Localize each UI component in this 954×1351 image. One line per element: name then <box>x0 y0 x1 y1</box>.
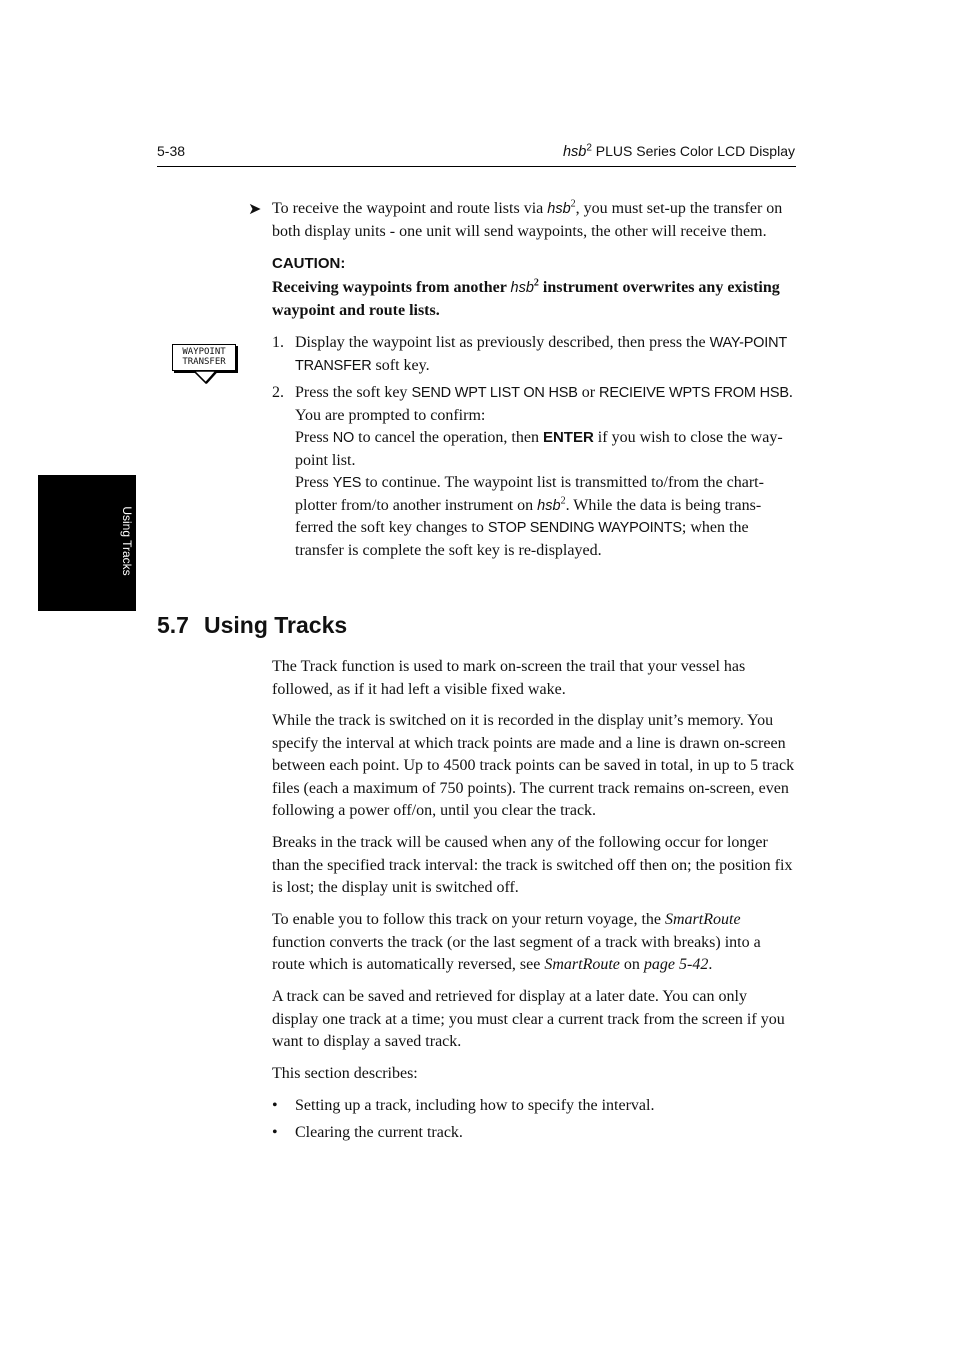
section-number: 5.7 <box>157 612 189 638</box>
waypoint-transfer-softkey-icon <box>172 344 236 371</box>
softkey-line-2: TRANSFER <box>182 357 226 367</box>
softkey-name: SEND WPT LIST ON HSB <box>411 385 578 401</box>
brand-superscript: 2 <box>570 198 576 210</box>
body-paragraph <box>272 909 797 977</box>
step-text: Display the waypoint list as previously described, then press the <box>295 334 710 351</box>
steps-list <box>272 332 797 567</box>
body-paragraph <box>272 1063 797 1086</box>
header-rule <box>157 166 796 167</box>
caution-title: CAUTION: <box>272 255 346 272</box>
caution-text-1: Receiving waypoints from another <box>272 279 511 296</box>
body-paragraph <box>272 710 797 823</box>
section-heading <box>157 612 347 639</box>
smartroute-term: SmartRoute <box>665 911 741 928</box>
body-paragraph <box>272 832 797 900</box>
step-text: Press <box>295 429 333 446</box>
paragraph-text: A track can be saved and retrieved for display at a later date. You can only display one track at a time; you must clear a current track from the screen if you want to display a saved track. <box>272 988 785 1050</box>
brand-hsb: hsb <box>562 144 587 160</box>
bullet-dot: • <box>272 1124 278 1141</box>
body-paragraph <box>272 656 797 701</box>
list-item <box>272 1122 797 1145</box>
arrow-bullet-icon: ➤ <box>248 201 262 218</box>
softkey-name: WAY-POINT TRANSFER <box>295 335 787 374</box>
step-text: if you wish to close the way-point list. <box>295 429 783 469</box>
intro-paragraph <box>272 198 797 243</box>
brand-hsb: hsb <box>547 201 571 217</box>
list-item <box>272 1095 797 1118</box>
step-text: Press the soft key <box>295 384 412 401</box>
paragraph-text: To enable you to follow this track on your return voyage, the <box>272 911 665 928</box>
paragraph-text: While the track is switched on it is recorded in the display unit’s memory. You specify the interval at which track points are made and a line is drawn on-screen between each point. Up to 4500 track points can be saved in total, in up to 5 track files (each a maximum of 750 points). The current track remains on-screen, even following a power off/on, until you clear the track. <box>272 712 795 819</box>
list-item-text: Setting up a track, including how to specify the interval. <box>295 1097 655 1114</box>
bullet-list <box>272 1095 797 1149</box>
brand-hsb: hsb <box>510 280 534 296</box>
step-yes-option <box>295 472 797 562</box>
paragraph-text: This section describes: <box>272 1065 418 1082</box>
step-item <box>272 332 797 377</box>
brand-hsb: hsb <box>537 497 561 514</box>
brand-superscript: 2 <box>560 495 566 507</box>
side-tab-label: Using Tracks <box>120 506 134 576</box>
step-text: Press <box>295 474 333 491</box>
step-text: soft key. <box>371 356 430 374</box>
step-no-option <box>295 427 797 472</box>
bullet-dot: • <box>272 1097 278 1114</box>
softkey-name: NO <box>332 430 355 446</box>
step-number: 2. <box>272 384 284 401</box>
brand-superscript: 2 <box>586 142 592 154</box>
section-title: Using Tracks <box>204 612 348 638</box>
intro-text-1: To receive the waypoint and route lists via <box>272 200 548 217</box>
list-item-text: Clearing the current track. <box>295 1124 463 1141</box>
softkey-name: STOP SENDING WAYPOINTS <box>487 520 682 536</box>
step-text: ; when the transfer is complete the soft key is re-displayed. <box>295 519 749 559</box>
caution-text <box>272 277 797 322</box>
step-text: to continue. The waypoint list is transmitted to/from the chart-plotter from/to another instrument on <box>295 474 764 514</box>
paragraph-text: Breaks in the track will be caused when any of the following occur for longer than the specified track interval: the track is switched off then on; the position fix is lost; the display unit is switched off. <box>272 834 793 896</box>
paragraph-text: The Track function is used to mark on-screen the trail that your vessel has followed, as if it had left a visible fixed wake. <box>272 658 746 698</box>
softkey-name: RECIEIVE WPTS FROM HSB <box>599 385 789 401</box>
step-text: . You are prompted to confirm: <box>295 384 793 424</box>
paragraph-text: on <box>619 956 644 973</box>
page-number: 5-38 <box>157 143 186 159</box>
paragraph-text: function converts the track (or the last segment of a track with breaks) into a route which is automatically reversed, see <box>272 933 761 973</box>
smartroute-reference: SmartRoute <box>544 956 620 973</box>
softkey-name: YES <box>332 475 362 491</box>
step-number: 1. <box>272 334 284 351</box>
step-item <box>272 382 797 562</box>
paragraph-text: . <box>708 956 713 973</box>
body-paragraph <box>272 986 797 1054</box>
enter-key-name: ENTER <box>542 429 594 446</box>
softkey-line-1: WAYPOINT <box>182 347 226 357</box>
caution-text-2: instrument overwrites any existing waypoint and route lists. <box>272 279 780 319</box>
brand-superscript: 2 <box>533 277 539 289</box>
page-reference: page 5-42 <box>643 956 709 973</box>
step-text: to cancel the operation, then <box>354 429 543 446</box>
intro-text-2: , you must set-up the transfer on both display units - one unit will send waypoints, the other will receive them. <box>272 200 783 240</box>
step-text: . While the data is being trans-ferred the soft key changes to <box>295 496 762 536</box>
running-header-title <box>563 143 795 160</box>
step-text: or <box>577 384 600 401</box>
header-title-rest: PLUS Series Color LCD Display <box>591 143 795 159</box>
softkey-pointer-icon <box>193 371 217 385</box>
